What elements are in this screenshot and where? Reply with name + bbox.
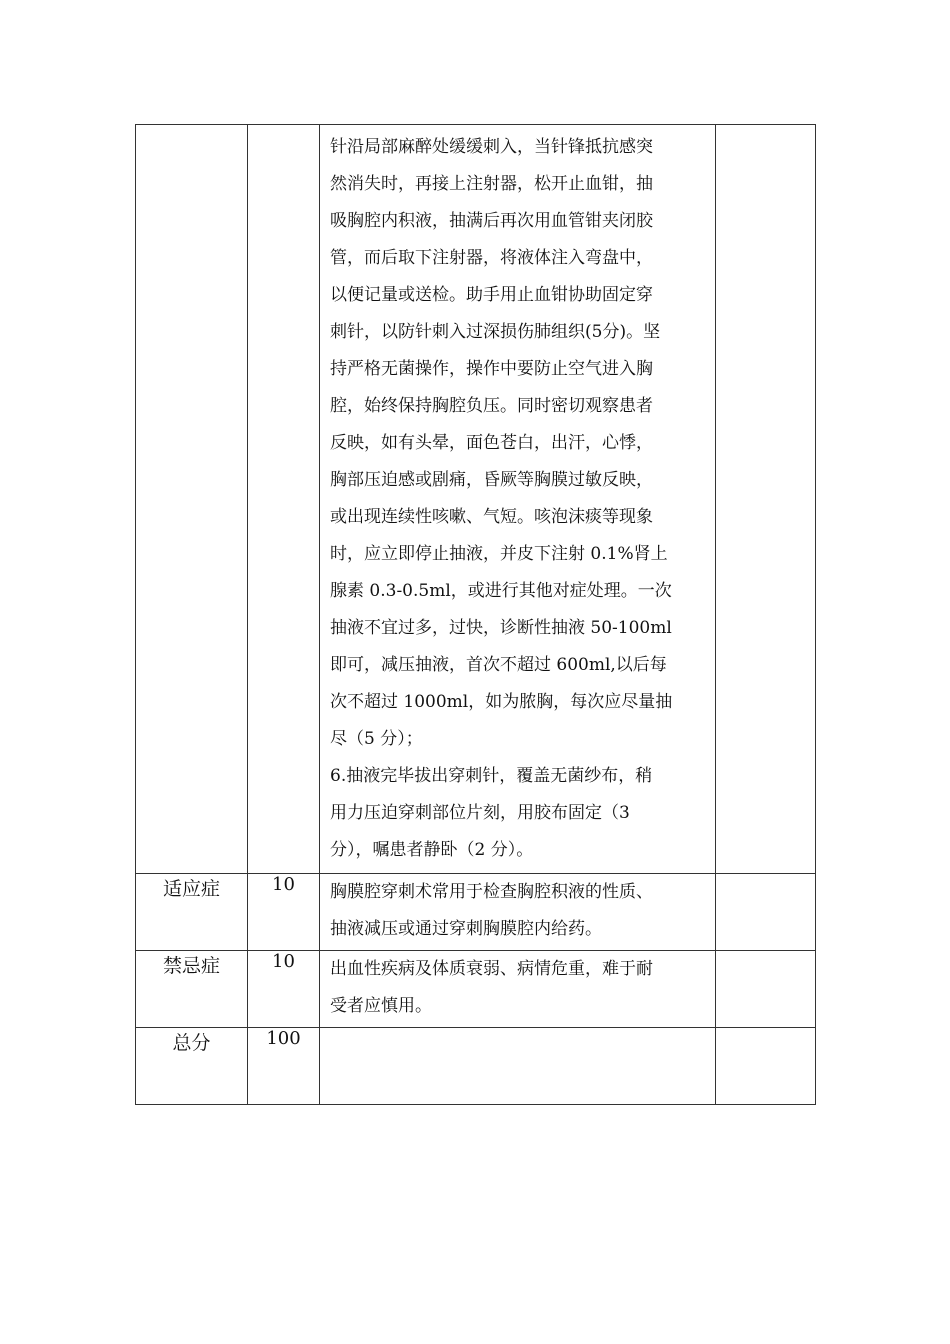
content-line: 抽液减压或通过穿刺胸膜腔内给药。	[330, 919, 602, 939]
content-line: 抽液不宜过多，过快，诊断性抽液 50-100ml	[330, 618, 672, 638]
content-line: 反映，如有头晕，面色苍白，出汗，心悸，	[330, 433, 653, 453]
content-line: 持严格无菌操作，操作中要防止空气进入胸	[330, 359, 653, 379]
content-line: 腔，始终保持胸腔负压。同时密切观察患者	[330, 396, 653, 416]
content-line: 胸部压迫感或剧痛，昏厥等胸膜过敏反映，	[330, 470, 653, 490]
content-line: 腺素 0.3-0.5ml，或进行其他对症处理。一次	[330, 581, 672, 601]
content-line: 6.抽液完毕拔出穿刺针，覆盖无菌纱布，稍	[330, 766, 653, 786]
content-line: 次不超过 1000ml，如为脓胸，每次应尽量抽	[330, 692, 673, 712]
remarks-cell	[716, 125, 816, 874]
content-line: 或出现连续性咳嗽、气短。咳泡沫痰等现象	[330, 507, 653, 527]
indications-content	[320, 874, 716, 951]
contraindications-label: 禁忌症	[136, 951, 248, 1028]
remarks-cell	[716, 874, 816, 951]
indications-label: 适应症	[136, 874, 248, 951]
table-row-indications	[136, 874, 816, 951]
content-line: 尽（5 分）；	[330, 729, 423, 749]
total-score: 100	[248, 1028, 320, 1105]
indications-score: 10	[248, 874, 320, 951]
content-line: 胸膜腔穿刺术常用于检查胸腔积液的性质、	[330, 882, 653, 902]
content-line: 吸胸腔内积液，抽满后再次用血管钳夹闭胶	[330, 211, 653, 231]
content-line: 分），嘱患者静卧（2 分）。	[330, 840, 534, 860]
content-line: 管，而后取下注射器，将液体注入弯盘中，	[330, 248, 653, 268]
remarks-cell	[716, 951, 816, 1028]
item-cell	[136, 125, 248, 874]
table-row-contraindications	[136, 951, 816, 1028]
content-line: 刺针，以防针刺入过深损伤肺组织(5分)。坚	[330, 322, 661, 342]
table-row-total	[136, 1028, 816, 1105]
content-line: 出血性疾病及体质衰弱、病情危重，难于耐	[330, 959, 653, 979]
table-row-procedure-continued	[136, 125, 816, 874]
content-line: 即可，减压抽液，首次不超过 600ml,以后每	[330, 655, 667, 675]
total-label: 总分	[136, 1028, 248, 1105]
content-line: 时，应立即停止抽液，并皮下注射 0.1%肾上	[330, 544, 668, 564]
content-line: 受者应慎用。	[330, 996, 432, 1016]
score-cell	[248, 125, 320, 874]
content-line: 针沿局部麻醉处缓缓刺入，当针锋抵抗感突	[330, 137, 653, 157]
content-line: 以便记量或送检。助手用止血钳协助固定穿	[330, 285, 653, 305]
total-content	[320, 1028, 716, 1105]
contraindications-score: 10	[248, 951, 320, 1028]
content-line: 用力压迫穿刺部位片刻，用胶布固定（3	[330, 803, 630, 823]
content-cell	[320, 125, 716, 874]
remarks-cell	[716, 1028, 816, 1105]
scoring-table	[135, 124, 816, 1105]
content-line: 然消失时，再接上注射器，松开止血钳，抽	[330, 174, 653, 194]
contraindications-content	[320, 951, 716, 1028]
